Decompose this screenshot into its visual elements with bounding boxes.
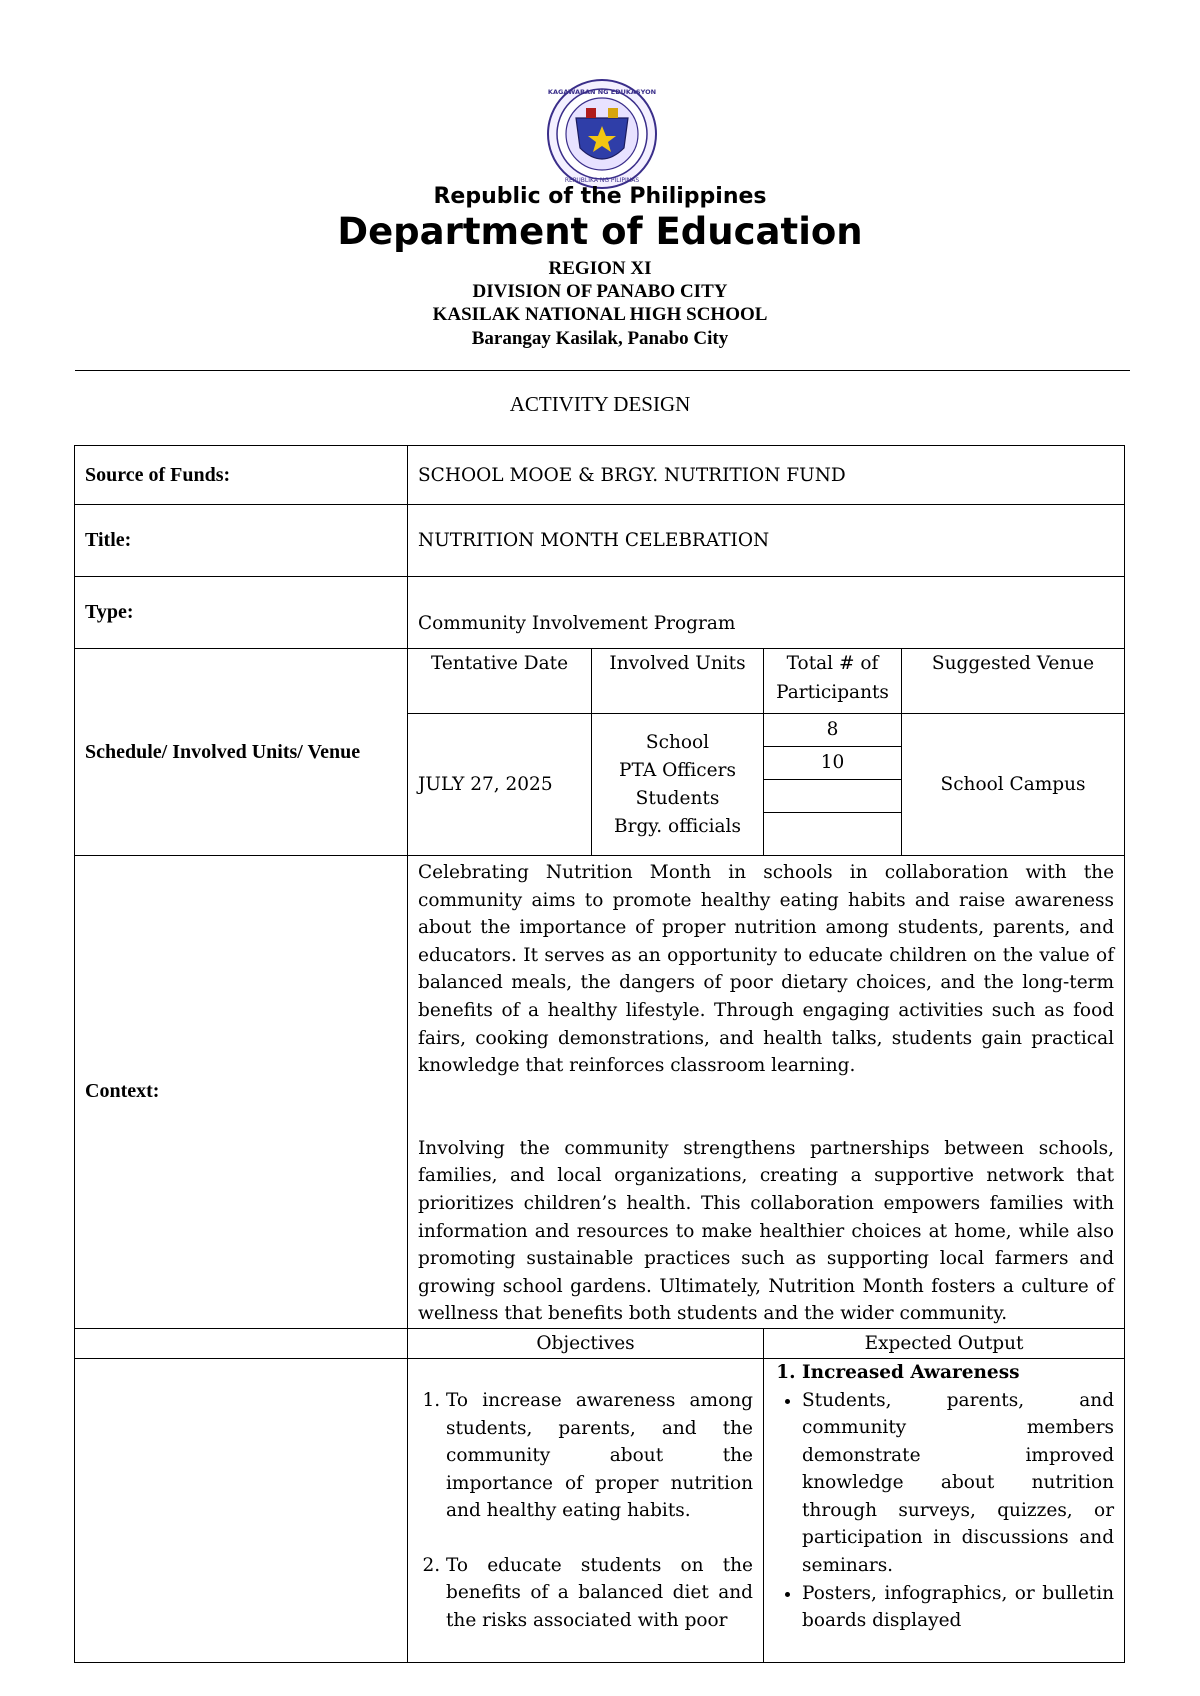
context-row [75,856,1125,1329]
funds-row [75,446,1125,505]
objectives-cell [408,1358,764,1662]
unit-brgy: Brgy. officials [614,815,741,837]
col-suggested-venue: Suggested Venue [902,649,1125,714]
participants-students [764,780,901,813]
col-tentative-date: Tentative Date [408,649,592,714]
objectives-header-blank [75,1328,408,1358]
involved-units-list [592,714,764,856]
output-bullet: • Students, parents, and community members demonstrate improved knowledge about nutrition through surveys, quizzes, or participation in discussions and seminars. [802,1387,1114,1580]
objectives-header-row [75,1328,1125,1358]
schedule-venue: School Campus [902,714,1125,856]
objectives-list [418,1387,753,1635]
schedule-header-row [75,649,1125,714]
deped-seal-logo [546,78,658,190]
school-line: KASILAK NATIONAL HIGH SCHOOL [432,304,768,325]
context-label: Context: [75,856,408,1329]
department-title: Department of Education [337,210,863,253]
title-row [75,505,1125,577]
output-bullet: • Posters, infographics, or bulletin boards displayed [802,1580,1114,1635]
division-line: DIVISION OF PANABO CITY [472,281,728,302]
col-total-participants: Total # of Participants [764,649,902,714]
title-value: NUTRITION MONTH CELEBRATION [408,505,1125,577]
col-objectives: Objectives [408,1328,764,1358]
col-expected-output: Expected Output [764,1328,1125,1358]
activity-design-table [74,445,1125,1663]
address-line: Barangay Kasilak, Panabo City [471,328,729,349]
participants-school: 8 [764,714,901,747]
objective-item: 2. To educate students on the benefits of a balanced diet and the risks associated with poor [446,1552,753,1635]
participants-cell [764,714,902,856]
header-divider [75,370,1130,371]
output-heading [802,1359,1114,1635]
unit-school: School [645,731,710,753]
title-label: Title: [75,505,408,577]
seal-text-top: KAGAWARAN NG EDUKASYON [547,88,657,96]
schedule-label: Schedule/ Involved Units/ Venue [75,649,408,856]
funds-label: Source of Funds: [75,446,408,505]
region-line: REGION XI [548,258,652,279]
output-bullets [774,1387,1114,1635]
objectives-row [75,1358,1125,1662]
seal-text-bottom: REPUBLIKA NG PILIPINAS [564,177,640,184]
unit-students: Students [635,787,720,809]
context-paragraph-2: Involving the community strengthens partnerships between schools, families, and local organizations, creating a supportive network that prioritizes children’s health. This collaboration empowers families with information and resources to make healthier choices at home, while also promoting sustainable practices such as supporting local farmers and growing school gardens. Ultimately, Nutrition Month fosters a culture of wellness that benefits both students and the wider community. [418,1137,1115,1325]
schedule-date: JULY 27, 2025 [408,714,592,856]
col-involved-units: Involved Units [592,649,764,714]
type-label: Type: [75,577,408,649]
context-cell [408,856,1125,1329]
output-heading-text: Increased Awareness [802,1361,1020,1383]
participants-brgy [764,813,901,855]
objectives-label-blank [75,1358,408,1662]
expected-output-cell [764,1358,1125,1662]
republic-line: Republic of the Philippines [433,184,767,209]
unit-pta: PTA Officers [619,759,736,781]
expected-output-list [774,1359,1114,1635]
type-value: Community Involvement Program [408,577,1125,649]
objective-item: 1. To increase awareness among students, parents, and the community about the importance of proper nutrition and healthy eating habits. [446,1387,753,1525]
context-paragraph-1: Celebrating Nutrition Month in schools in collaboration with the community aims to promote healthy eating habits and raise awareness about the importance of proper nutrition among students, parents, and educators. It serves as an opportunity to educate children on the value of balanced meals, the dangers of poor dietary choices, and the long-term benefits of a healthy lifestyle. Through engaging activities such as food fairs, cooking demonstrations, and health talks, students gain practical knowledge that reinforces classroom learning. [418,862,1115,1077]
document-title: ACTIVITY DESIGN [509,392,691,416]
type-row [75,577,1125,649]
participants-pta: 10 [764,747,901,780]
funds-value: SCHOOL MOOE & BRGY. NUTRITION FUND [408,446,1125,505]
